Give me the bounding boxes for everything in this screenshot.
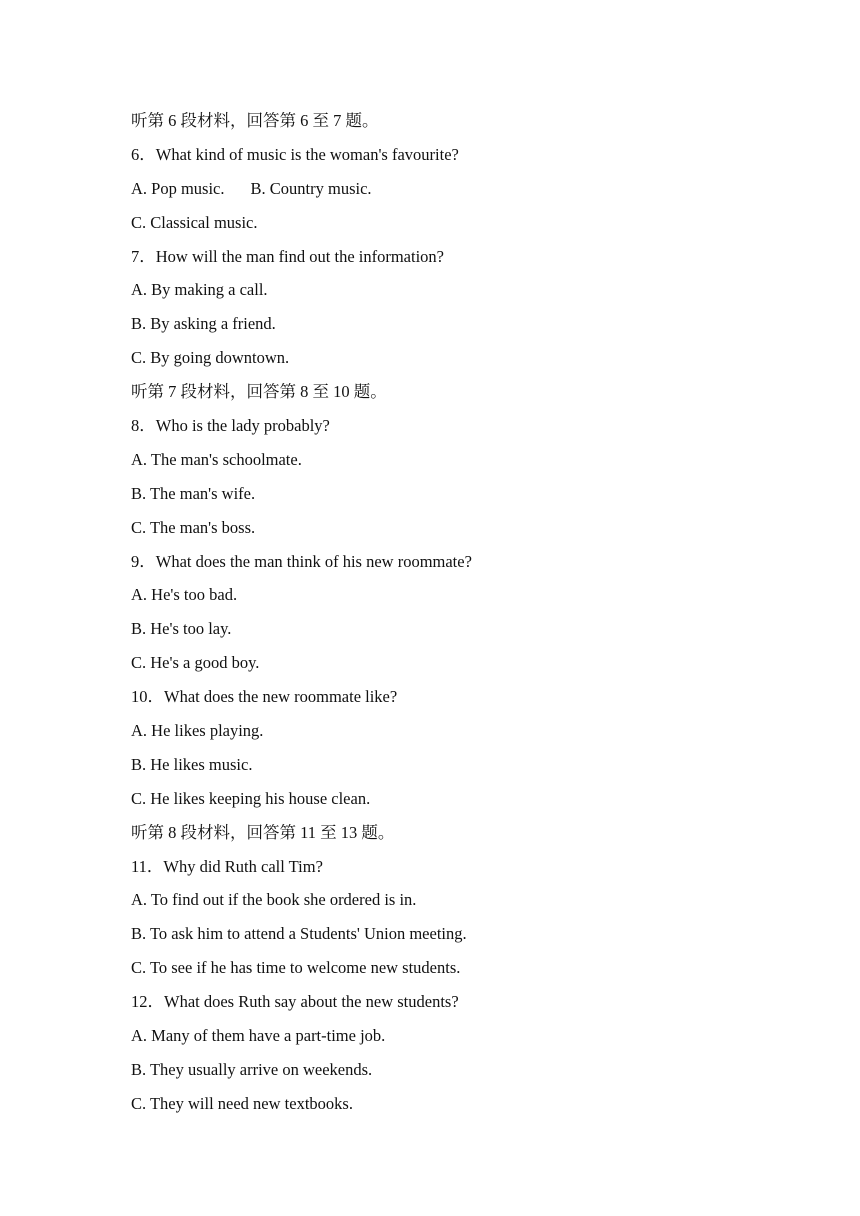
- option-a: A. Pop music.: [131, 178, 225, 198]
- option-b: B. By asking a friend.: [131, 314, 276, 334]
- document-body: [131, 108, 811, 1125]
- option-c: C. They will need new textbooks.: [131, 1093, 353, 1113]
- option-a: A. The man's schoolmate.: [131, 449, 302, 469]
- option-c: C. He's a good boy.: [131, 653, 260, 673]
- option-c: C. To see if he has time to welcome new students.: [131, 958, 461, 978]
- question-6: 6．What kind of music is the woman's favourite?: [131, 144, 459, 164]
- question-7: 7．How will the man find out the information?: [131, 246, 444, 266]
- section-heading: 听第 6 段材料，回答第 6 至 7 题。: [131, 111, 379, 130]
- option-c: C. By going downtown.: [131, 348, 290, 368]
- section-heading: 听第 7 段材料，回答第 8 至 10 题。: [131, 382, 387, 402]
- question-12: 12．What does Ruth say about the new students?: [131, 992, 459, 1012]
- section-heading: 听第 8 段材料，回答第 11 至 13 题。: [131, 822, 395, 842]
- option-b: B. Country music.: [250, 178, 372, 198]
- question-11: 11．Why did Ruth call Tim?: [131, 856, 323, 876]
- option-b: B. The man's wife.: [131, 483, 256, 503]
- option-a: A. To find out if the book she ordered is in.: [131, 890, 417, 910]
- option-b: B. He likes music.: [131, 754, 253, 774]
- option-a: A. He's too bad.: [131, 585, 238, 605]
- option-a: A. He likes playing.: [131, 721, 264, 741]
- option-c: C. Classical music.: [131, 212, 258, 232]
- option-b: B. He's too lay.: [131, 619, 232, 639]
- option-c: C. The man's boss.: [131, 517, 256, 537]
- option-b: B. To ask him to attend a Students' Union meeting.: [131, 924, 467, 944]
- question-9: 9．What does the man think of his new roommate?: [131, 551, 472, 571]
- option-a: A. By making a call.: [131, 280, 268, 300]
- options-row: [131, 176, 811, 210]
- option-a: A. Many of them have a part-time job.: [131, 1026, 386, 1046]
- question-8: 8．Who is the lady probably?: [131, 416, 330, 436]
- question-10: 10．What does the new roommate like?: [131, 687, 398, 707]
- option-b: B. They usually arrive on weekends.: [131, 1059, 373, 1079]
- option-c: C. He likes keeping his house clean.: [131, 788, 371, 808]
